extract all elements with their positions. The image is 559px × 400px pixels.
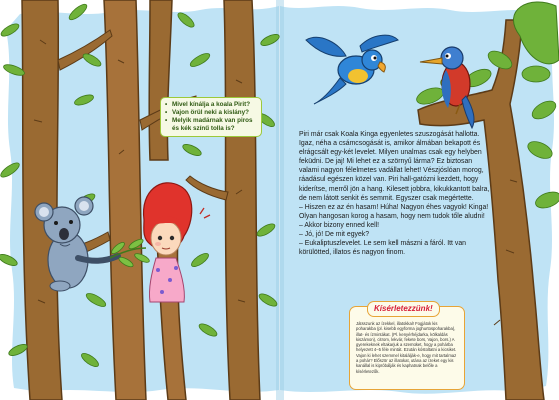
page-gutter — [276, 0, 284, 400]
question-item: • Vajon örül neki a kislány? — [165, 109, 257, 117]
story-paragraph: – Eukaliptuszlevelet. Le sem kell mászni a fáról. Itt van körülötted, illatos és nagyon finom. — [299, 240, 466, 257]
story-paragraph: – Jó, jó! De mit egyek? — [299, 231, 370, 239]
story-text — [299, 130, 491, 257]
question-box — [160, 97, 262, 137]
story-paragraph: Piri már csak Koala Kinga egyenletes szuszogását hallotta. Igaz, néha a csámcsogását is, amikor álmában bekapott és elrágcsált egy-két levelet. Milyen unalmas csak egy helyben feküdni. De jaj! Mi lehet ez a szörnyű lárma? Ez biztosan valami nagyon félelmetes vadállat lehet! Vészjóslóan morog, ráadásul egészen közel van. Piri hall-gatózni kezdett, hogy kiderítse, merről jön a hang. Kilesett jobbra, kikukkantott balra, de nem látott senkit és semmit. Egyszer csak megértette. — [299, 131, 490, 202]
question-item: • Mivel kínálja a koala Pirit? — [165, 101, 257, 109]
question-item: • Melyik madárnak van piros és kék színű tolla is? — [165, 117, 257, 133]
story-paragraph: – Akkor bizony enned kell! — [299, 221, 380, 229]
activity-title: Kísérletezzünk! — [367, 301, 440, 317]
activity-box — [349, 306, 465, 390]
story-paragraph: – Hiszen ez az én hasam! Húha! Nagyon éhes vagyok! Kinga! Olyan hangosan korog a hasam, hogy nem tudok tőle aludni! — [299, 203, 489, 220]
activity-text: Játsszunk az ízekkel, illatokkal! Fogjátok kis poharakba (pl. kisebb egyforma joghurtospoharakba), illat- és ízmintákat. (Pl. kenyérhéjdarka, kölkaldás kiszámon), citrom, lekvár, fekete bors, Vajon, bors.) A gyerekeknek eltakarjuk a szemüket, hogy a pohárba helyezett 4–5 féle mintát. Ezután kóstoltatni a kicsiket. Vajon ki lehet szemmel kitalálják-e, hogy mit tartalmaz a pohár? Először az illatokat, utána az ízeket egy kis kanállal is kipróbálják és kaphatnak belőle a kísérletezők. — [356, 321, 457, 374]
question-list — [165, 101, 257, 133]
